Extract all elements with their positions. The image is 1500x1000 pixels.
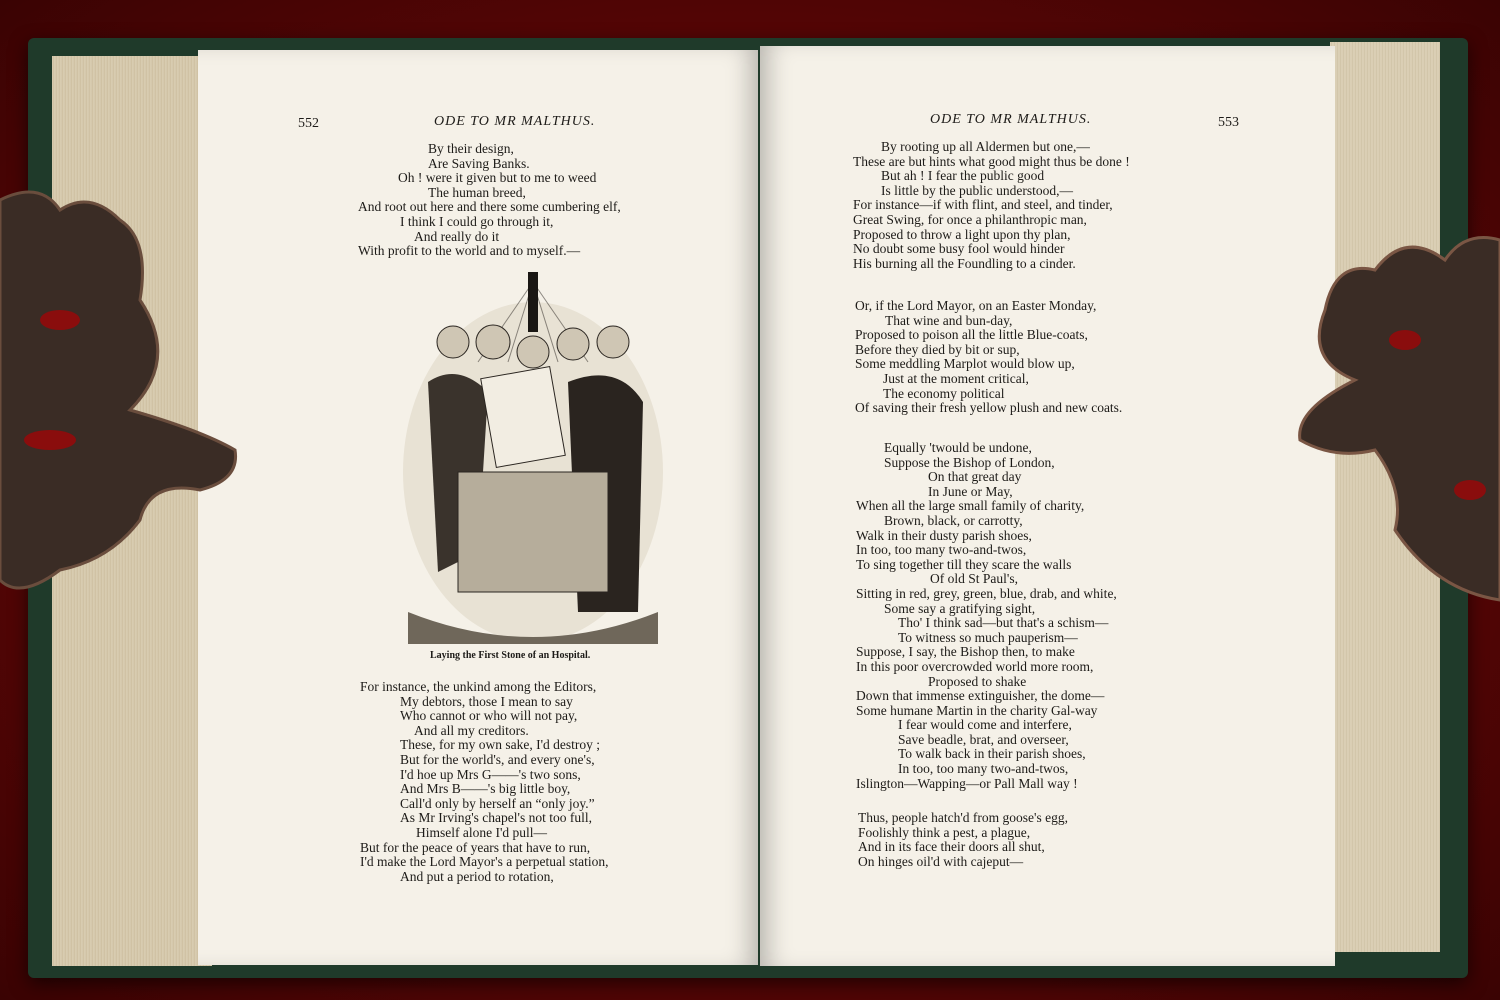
verse-line: Some meddling Marplot would blow up,	[855, 356, 1075, 372]
verse-line: I'd make the Lord Mayor's a perpetual station,	[360, 854, 609, 870]
verse-line: I fear would come and interfere,	[898, 717, 1072, 733]
verse-line: Thus, people hatch'd from goose's egg,	[858, 810, 1068, 825]
verse-line: In too, too many two-and-twos,	[898, 761, 1069, 777]
verse-line: Some say a gratifying sight,	[884, 600, 1036, 616]
verse-line: Proposed to throw a light upon thy plan,	[853, 226, 1071, 242]
verse-line: Islington—Wapping—or Pall Mall way !	[856, 775, 1078, 791]
verse-line: Equally 'twould be undone,	[884, 440, 1032, 455]
right-stanza-1	[853, 140, 1130, 271]
verse-line: Before they died by bit or sup,	[855, 341, 1020, 357]
verse-line: Are Saving Banks.	[428, 155, 530, 171]
verse-line: Some humane Martin in the charity Gal-way	[856, 702, 1098, 718]
verse-line: My debtors, those I mean to say	[400, 693, 573, 709]
verse-line: Walk in their dusty parish shoes,	[856, 527, 1032, 543]
verse-line: When all the large small family of charity,	[856, 498, 1085, 514]
verse-line: But for the peace of years that have to run,	[360, 839, 591, 855]
verse-line: By rooting up all Aldermen but one,—	[881, 139, 1090, 154]
verse-line: Is little by the public understood,—	[881, 182, 1073, 198]
verse-line: Down that immense extinguisher, the dome—	[856, 688, 1105, 704]
verse-line: But ah ! I fear the public good	[881, 168, 1045, 184]
verse-line: His burning all the Foundling to a cinder.	[853, 255, 1076, 271]
right-stanza-3	[856, 441, 1117, 791]
verse-line: The human breed,	[428, 184, 526, 200]
verse-line: No doubt some busy fool would hinder	[853, 241, 1065, 257]
verse-line: Brown, black, or carrotty,	[884, 512, 1023, 528]
right-page-clip	[1295, 230, 1500, 610]
verse-line: And really do it	[414, 228, 500, 244]
left-page	[198, 50, 758, 965]
verse-line: And all my creditors.	[414, 722, 529, 738]
verse-line: On that great day	[928, 469, 1022, 485]
verse-line: These, for my own sake, I'd destroy ;	[400, 737, 601, 753]
verse-line: Save beadle, brat, and overseer,	[898, 731, 1069, 747]
verse-line: Who cannot or who will not pay,	[400, 708, 578, 724]
verse-line: Tho' I think sad—but that's a schism—	[898, 615, 1109, 631]
verse-line: As Mr Irving's chapel's not too full,	[400, 810, 592, 826]
verse-line: I'd hoe up Mrs G——'s two sons,	[400, 766, 581, 782]
verse-line: And in its face their doors all shut,	[858, 839, 1045, 855]
verse-line: And put a period to rotation,	[400, 868, 554, 884]
verse-line: Sitting in red, grey, green, blue, drab, and white,	[856, 585, 1117, 601]
verse-line: And root out here and there some cumbering elf,	[358, 199, 621, 215]
verse-line: Call'd only by herself an “only joy.”	[400, 795, 595, 811]
right-page	[760, 46, 1335, 966]
verse-line: Proposed to poison all the little Blue-coats,	[855, 327, 1088, 343]
verse-line: In too, too many two-and-twos,	[856, 542, 1027, 558]
verse-line: With profit to the world and to myself.—	[358, 243, 581, 259]
verse-line: That wine and bun-day,	[885, 312, 1013, 328]
verse-line: Himself alone I'd pull—	[416, 824, 548, 840]
verse-line: Suppose the Bishop of London,	[884, 454, 1055, 470]
verse-line: I think I could go through it,	[400, 213, 554, 229]
verse-line: The economy political	[883, 385, 1005, 401]
verse-line: Of old St Paul's,	[930, 571, 1018, 587]
verse-line: These are but hints what good might thus be done !	[853, 153, 1130, 169]
verse-line: On hinges oil'd with cajeput—	[858, 853, 1024, 869]
right-running-title: ODE TO MR MALTHUS.	[930, 112, 1092, 127]
verse-line: Proposed to shake	[928, 673, 1027, 689]
left-page-clip	[0, 180, 240, 610]
verse-line: By their design,	[428, 141, 514, 156]
verse-line: To walk back in their parish shoes,	[898, 746, 1086, 762]
verse-line: To sing together till they scare the walls	[856, 556, 1072, 572]
left-page-number: 552	[298, 116, 319, 131]
illustration-caption: Laying the First Stone of an Hospital.	[430, 650, 591, 661]
verse-line: Great Swing, for once a philanthropic man,	[853, 211, 1087, 227]
verse-line: Of saving their fresh yellow plush and new coats.	[855, 400, 1123, 416]
verse-line: To witness so much pauperism—	[898, 629, 1078, 645]
verse-line: And Mrs B——'s big little boy,	[400, 781, 571, 797]
verse-line: In this poor overcrowded world more room,	[856, 658, 1094, 674]
engraving-illustration	[398, 272, 668, 644]
verse-line: Suppose, I say, the Bishop then, to make	[856, 644, 1075, 660]
left-running-title: ODE TO MR MALTHUS.	[434, 114, 596, 129]
right-page-number: 553	[1218, 115, 1239, 130]
verse-line: Or, if the Lord Mayor, on an Easter Monday,	[855, 298, 1097, 313]
verse-line: Just at the moment critical,	[883, 370, 1029, 386]
left-stanza-bottom	[360, 680, 609, 884]
verse-line: Foolishly think a pest, a plague,	[858, 824, 1031, 840]
verse-line: But for the world's, and every one's,	[400, 751, 595, 767]
verse-line: For instance—if with flint, and steel, and tinder,	[853, 197, 1113, 213]
right-stanza-2	[855, 299, 1122, 416]
left-stanza-top	[358, 142, 621, 259]
right-stanza-4	[858, 811, 1068, 869]
verse-line: For instance, the unkind among the Editors,	[360, 679, 597, 694]
verse-line: Oh ! were it given but to me to weed	[398, 170, 597, 186]
verse-line: In June or May,	[928, 483, 1013, 499]
